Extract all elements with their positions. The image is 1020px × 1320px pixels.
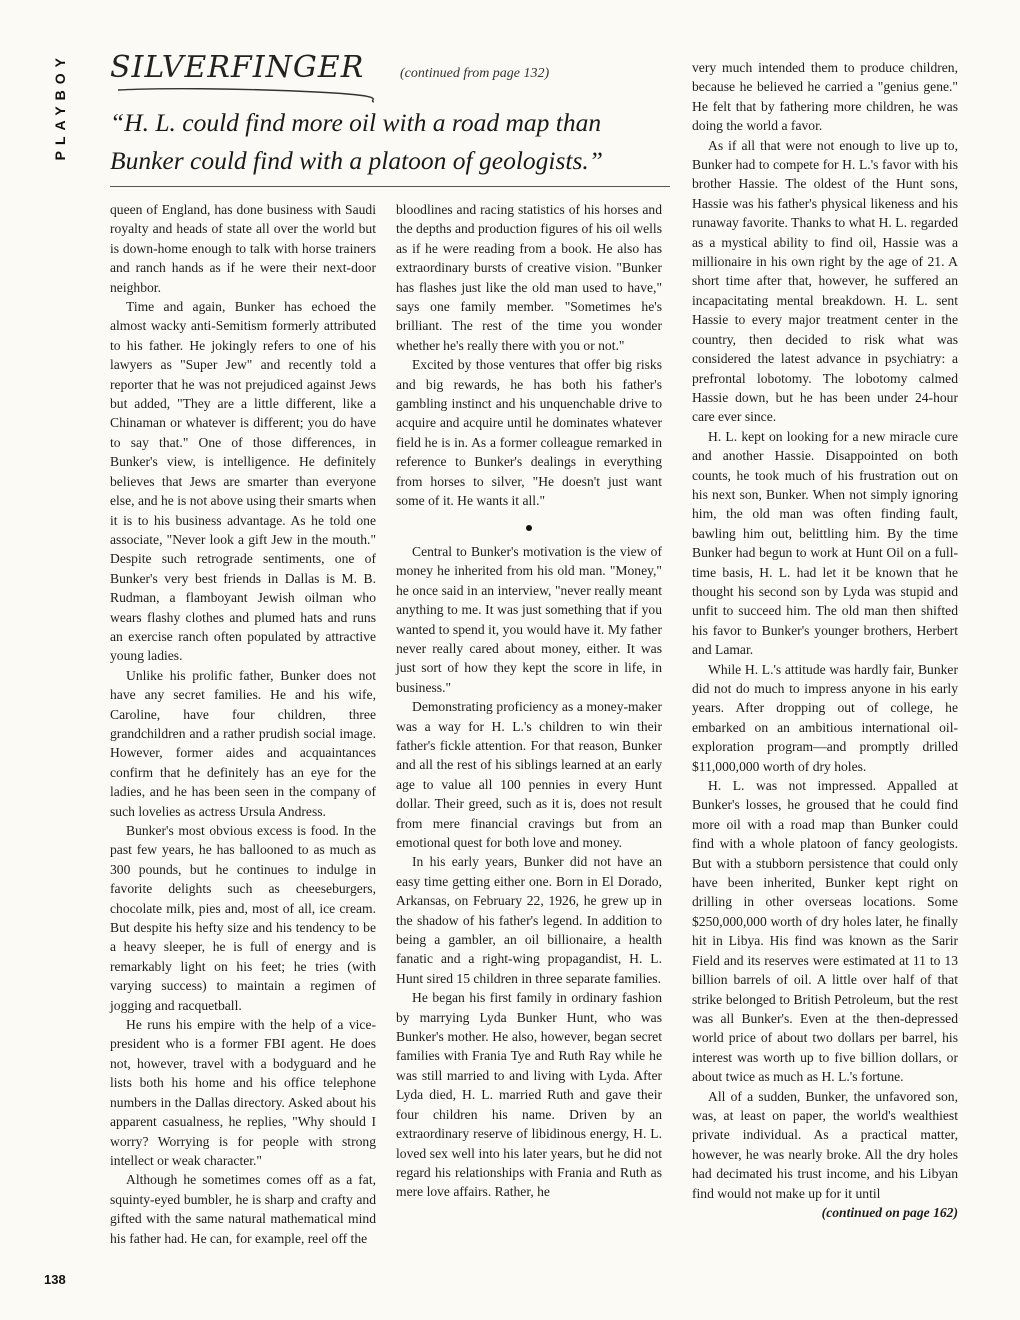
paragraph: While H. L.'s attitude was hardly fair, Bunker did not do much to impress anyone in his early years. After dropping out of college, he embarked on an ambitious international oil-exploration program—and promptly drilled $11,000,000 worth of dry holes.: [692, 661, 958, 774]
paragraph: H. L. was not impressed. Appalled at Bunker's losses, he groused that he could find more oil with a road map than Bunker could find with a whole platoon of fancy geologists. But with a stubborn persistence that could only have been inherited, Bunker kept right on drilling in other overseas locations. Some $250,000,000 worth of dry holes later, he finally hit in Libya. His find was known as the Sarir Field and its reserves were estimated at 11 to 13 billion barrels of oil. A little over half of that strike belonged to British Petroleum, but the rest was all Bunker's. Even at the then-depressed world price of about two dollars per barrel, his interest was worth up to five billion dollars, or about twice as much as H. L.'s fortune.: [692, 778, 958, 1085]
paragraph: queen of England, has done business with Saudi royalty and heads of state all over the world but is down-home enough to talk with horse trainers and ranch hands as if he were their next-door neighbor.: [110, 202, 376, 295]
paragraph: bloodlines and racing statistics of his horses and the depths and production figures of his oil wells as if he were reading from a book. He also has extraordinary bursts of creative vision. "Bunker has flashes just like the old man used to have," says one family member. "Sometimes he's brilliant. The rest of the time you wonder whether he's really there with you or not.": [396, 202, 662, 353]
article-column-3: [692, 58, 958, 1222]
divider: [110, 186, 670, 187]
paragraph: Excited by those ventures that offer big risks and big rewards, he has both his father's gambling instinct and his unquenchable drive to acquire and acquire until he dominates whatever field he is in. As a former colleague remarked in reference to Bunker's dealings in everything from horses to silver, "He doesn't just want some of it. He wants it all.": [396, 357, 662, 509]
continued-from-note: (continued from page 132): [400, 66, 550, 81]
paragraph: Bunker's most obvious excess is food. In the past few years, he has ballooned to as much as 300 pounds, but he continues to indulge in favorite delights such as cheeseburgers, chocolate milk, pies and, most of all, ice cream. But despite his hefty size and his tendency to be a heavy sleeper, he is full of energy and is remarkably light on his feet; he tries (with varying success) to maintain a regimen of jogging and racquetball.: [110, 823, 376, 1013]
magazine-spine-label: PLAYBOY: [52, 52, 68, 161]
page-number: 138: [44, 1272, 66, 1287]
article-column-1: [110, 200, 376, 1248]
paragraph: Demonstrating proficiency as a money-maker was a way for H. L.'s children to win their father's fickle attention. For that reason, Bunker and all the rest of his siblings learned at an early age to value all 100 pennies in every Hunt dollar. Their greed, such as it is, does not result from mere financial cravings but from an emotional quest for both love and money.: [396, 699, 662, 850]
paragraph: Central to Bunker's motivation is the view of money he inherited from his old man. "Money," he once said in an interview, "never really meant anything to me. It was just something that if you wanted to spend it, you would have it. My father never really cared about money, either. It was just sort of how they kept the score in life, in business.": [396, 543, 662, 695]
paragraph: As if all that were not enough to live up to, Bunker had to compete for H. L.'s favor with his brother Hassie. The oldest of the Hunt sons, Hassie was his father's physical likeness and his runaway favorite. Thanks to what H. L. regarded as a mystical ability to find oil, Hassie was a millionaire in his own right by the age of 21. A short time after that, however, he suffered an incapacitating mental breakdown. H. L. sent Hassie to every major treatment center in the country, then decided to risk what was considered the latest advance in psychiatry: a prefrontal lobotomy. The lobotomy calmed Hassie down, but he has been under 24-hour care ever since.: [692, 137, 958, 425]
paragraph: All of a sudden, Bunker, the unfavored son, was, at least on paper, the world's wealthiest private individual. As a practical matter, however, he was nearly broke. All the dry holes had decimated his trust income, and his Libyan find would not make up for it until: [692, 1088, 958, 1201]
pull-quote: “H. L. could find more oil with a road map than Bunker could find with a platoon of geologists.”: [110, 108, 603, 175]
paragraph: H. L. kept on looking for a new miracle cure and another Hassie. Disappointed on both counts, he took much of his frustration out on his next son, Bunker. When not simply ignoring him, the old man was often finding fault, bawling him out, belittling him. By the time Bunker had begun to work at Hunt Oil on a full-time basis, H. L. had let it be known that he thought his second son by Lyda was stupid and unfit to succeed him. The old man then shifted his favor to Bunker's younger brothers, Herbert and Lamar.: [692, 428, 958, 658]
silverfinger-logo: SILVERFINGER: [110, 50, 365, 85]
paragraph: In his early years, Bunker did not have an easy time getting either one. Born in El Dorado, Arkansas, on February 22, 1926, he grew up in the shadow of his father's legend. In addition to being a gambler, an oil billionaire, a health fanatic and a right-wing propagandist, H. L. Hunt sired 15 children in three separate families.: [396, 854, 662, 986]
paragraph: He began his first family in ordinary fashion by marrying Lyda Bunker Hunt, who was Bunker's mother. He also, however, began secret families with Frania Tye and Ruth Ray while he was still married to and living with Lyda. After Lyda died, H. L. married Ruth and gave their four children his name. Driven by an extraordinary reserve of libidinous energy, H. L. loved sex well into his later years, but he did not regard his relationships with Frania and Ruth as mere love affairs. Rather, he: [396, 990, 662, 1200]
logo-swash-icon: [116, 86, 376, 106]
paragraph: He runs his empire with the help of a vice-president who is a former FBI agent. He does not, however, travel with a bodyguard and he lists both his home and his office telephone numbers in the Dallas directory. Asked about his apparent casualness, he replies, "Why should I worry? Worrying is for people with strong intellect or weak character.": [110, 1017, 376, 1168]
paragraph: very much intended them to produce children, because he believed he carried a "genius gene." He felt that by fathering more children, he was doing the world a favor.: [692, 60, 958, 134]
paragraph: Time and again, Bunker has echoed the almost wacky anti-Semitism formerly attributed to his father. He jokingly refers to one of his lawyers as "Super Jew" and recently told a reporter that he was not prejudiced against Jews but added, "They are a little different, like a Chinaman or whatever is different; you do have to say that." One of those differences, in Bunker's view, is intelligence. He definitely believes that Jews are smarter than everyone else, and he is not above using their smarts when it is to his business advantage. As he told one associate, "Never look a gift Jew in the mouth." Despite such retrograde sentiments, one of Bunker's very best friends in Dallas is M. B. Rudman, a flamboyant Jewish oilman who wears flashy clothes and plumed hats and runs an exercise ranch often populated by attractive young ladies.: [110, 299, 376, 664]
section-break-icon: [396, 517, 662, 536]
article-header: [110, 42, 670, 102]
paragraph: Unlike his prolific father, Bunker does not have any secret families. He and his wife, Caroline, have four children, three grandchildren and a rather prudish social image. However, former aides and acquaintances confirm that he definitely has an eye for the ladies, and he has been seen in the company of such lovelies as actress Ursula Andress.: [110, 667, 376, 819]
continued-on-note: (continued on page 162): [821, 1204, 958, 1220]
paragraph: Although he sometimes comes off as a fat, squinty-eyed bumbler, he is sharp and crafty and gifted with the same natural mathematical mind his father had. He can, for example, reel off the: [110, 1172, 376, 1246]
article-column-2: [396, 200, 662, 1202]
